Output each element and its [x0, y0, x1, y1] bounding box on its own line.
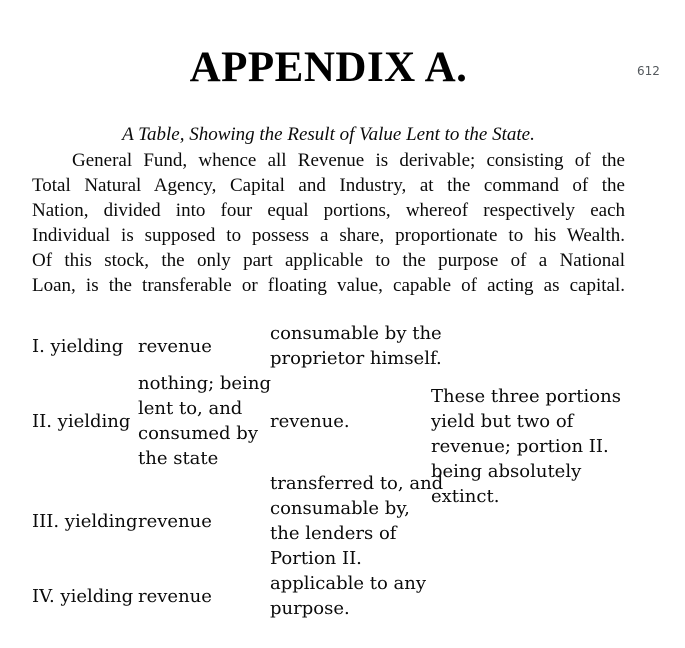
table-row-1 [32, 321, 625, 371]
summary-note-cell [431, 321, 625, 571]
paragraph-line: Total Natural Agency, Capital and Industry, at the command of the [32, 175, 625, 197]
cell-line: revenue [138, 585, 212, 607]
intro-paragraph [32, 148, 625, 298]
paragraph-line: Loan, is the transferable or floating value, capable of acting as capital. [32, 275, 625, 297]
yield-cell [138, 571, 270, 621]
page-number-link[interactable]: 612 [637, 64, 660, 78]
cell-line: nothing; being [138, 373, 271, 395]
yield-cell [138, 471, 270, 571]
yield-cell [138, 371, 270, 471]
cell-line: revenue. [270, 410, 350, 432]
cell-line: revenue [138, 510, 212, 532]
cell-line: Portion II. [270, 548, 362, 570]
paragraph-line: Nation, divided into four equal portions, whereof respectively each [32, 200, 625, 222]
cell-line: proprietor himself. [270, 348, 442, 370]
cell-line: being absolutely [431, 460, 582, 482]
cell-line: lent to, and [138, 398, 243, 420]
cell-line: IV. yielding [32, 585, 134, 607]
appendix-title: APPENDIX A. [189, 44, 468, 91]
disposition-cell [270, 571, 431, 621]
cell-line: revenue; portion II. [431, 435, 609, 457]
disposition-cell [270, 371, 431, 471]
cell-line: extinct. [431, 485, 500, 507]
cell-line: consumable by, [270, 498, 410, 520]
disposition-cell [270, 471, 444, 571]
cell-line: consumable by the [270, 323, 442, 345]
paragraph-line: Individual is supposed to possess a share, proportionate to his Wealth. [32, 225, 625, 247]
cell-line: revenue [138, 335, 212, 357]
value-lent-table [32, 321, 625, 621]
yield-cell [138, 321, 270, 371]
paragraph-line: General Fund, whence all Revenue is derivable; consisting of the [72, 150, 625, 172]
content-column [32, 45, 625, 621]
cell-line: applicable to any [270, 573, 427, 595]
row-label-cell [32, 321, 138, 371]
row-label-cell [32, 571, 138, 621]
disposition-cell [270, 321, 442, 371]
cell-line: consumed by [138, 423, 258, 445]
cell-line: yield but two of [431, 410, 574, 432]
empty-cell [431, 571, 625, 621]
cell-line: the lenders of [270, 523, 397, 545]
table-row-4 [32, 571, 625, 621]
row-label-cell [32, 471, 138, 571]
cell-line: transferred to, and [270, 473, 444, 495]
cell-line: II. yielding [32, 410, 131, 432]
cell-line: I. yielding [32, 335, 124, 357]
cell-line: These three portions [431, 385, 621, 407]
cell-line: the state [138, 448, 219, 470]
table-caption: A Table, Showing the Result of Value Lent to the State. [122, 124, 535, 146]
row-label-cell [32, 371, 138, 471]
cell-line: III. yielding [32, 510, 138, 532]
paragraph-line: Of this stock, the only part applicable to the purpose of a National [32, 250, 625, 272]
cell-line: purpose. [270, 598, 350, 620]
